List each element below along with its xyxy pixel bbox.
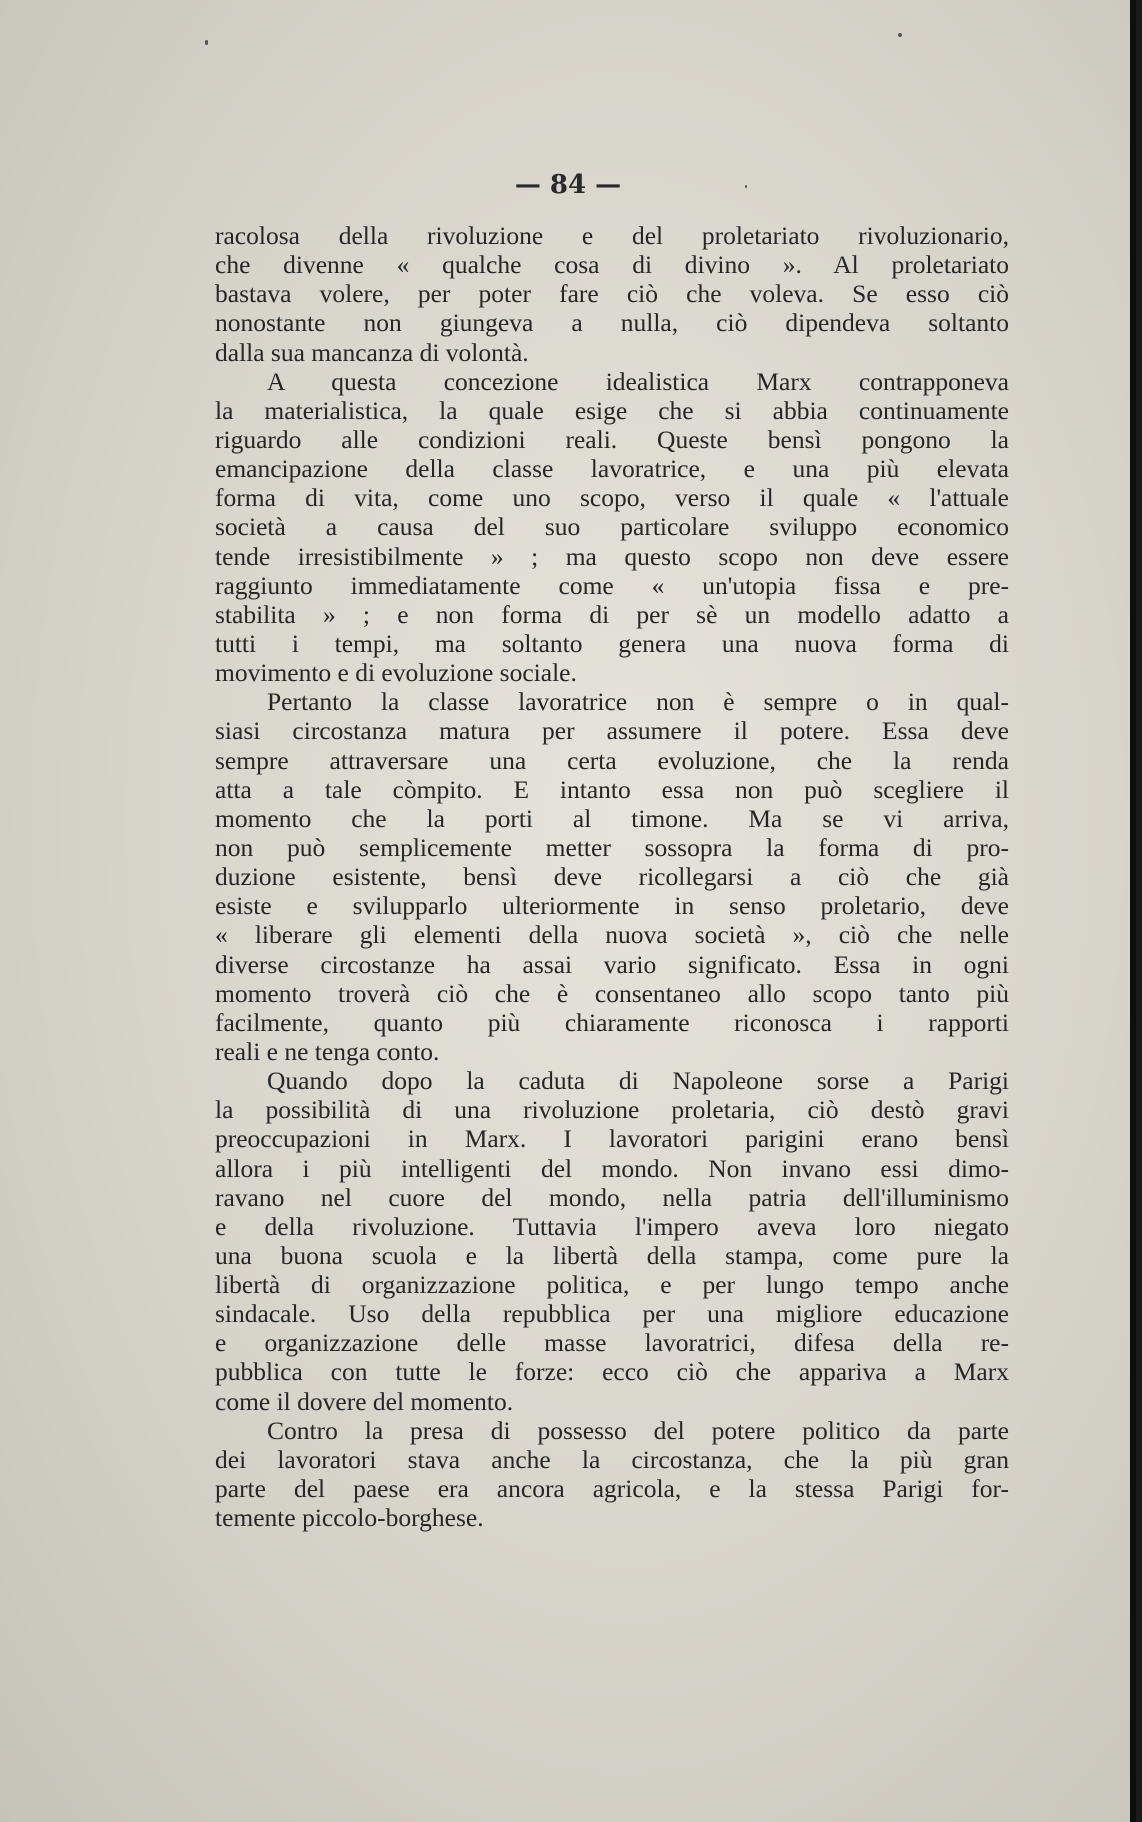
text-line: emancipazione della classe lavoratrice, e una più elevata	[215, 454, 1009, 484]
text-line: riguardo alle condizioni reali. Queste bensì pongono la	[215, 424, 1009, 454]
text-line: A questa concezione idealistica Marx contrapponeva	[267, 366, 1009, 396]
text-line: Pertanto la classe lavoratrice non è sempre o in qual-	[267, 687, 1009, 717]
text-line: facilmente, quanto più chiaramente riconosca i rapporti	[215, 1007, 1009, 1037]
text-line: parte del paese era ancora agricola, e la stessa Parigi for-	[215, 1474, 1009, 1504]
text-line: non può semplicemente metter sossopra la forma di pro-	[215, 832, 1009, 862]
text-line: società a causa del suo particolare sviluppo economico	[215, 512, 1009, 542]
text-line: sindacale. Uso della repubblica per una migliore educazione	[215, 1299, 1009, 1329]
text-line: forma di vita, come uno scopo, verso il quale « l'attuale	[215, 483, 1009, 513]
text-line: duzione esistente, bensì deve ricollegarsi a ciò che già	[215, 862, 1009, 892]
text-line: dalla sua mancanza di volontà.	[215, 337, 529, 367]
text-line: la possibilità di una rivoluzione proletaria, ciò destò gravi	[215, 1095, 1009, 1125]
text-line: libertà di organizzazione politica, e per lungo tempo anche	[215, 1270, 1009, 1300]
text-line: momento che la porti al timone. Ma se vi arriva,	[215, 803, 1009, 833]
body-text	[215, 221, 1009, 1532]
text-line: sempre attraversare una certa evoluzione, che la renda	[215, 745, 1009, 775]
text-line: preoccupazioni in Marx. I lavoratori parigini erano bensì	[215, 1124, 1009, 1154]
text-line: siasi circostanza matura per assumere il potere. Essa deve	[215, 716, 1009, 746]
paper-speck	[205, 40, 208, 45]
text-line: e organizzazione delle masse lavoratrici, difesa della re-	[215, 1328, 1009, 1358]
text-line: che divenne « qualche cosa di divino ». Al proletariato	[215, 250, 1009, 280]
scan-edge	[1130, 0, 1136, 1822]
text-line: esiste e svilupparlo ulteriormente in senso proletario, deve	[215, 891, 1009, 921]
text-line: allora i più intelligenti del mondo. Non invano essi dimo-	[215, 1153, 1009, 1183]
text-line: temente piccolo-borghese.	[215, 1503, 484, 1533]
text-line: reali e ne tenga conto.	[215, 1036, 440, 1066]
text-line: dei lavoratori stava anche la circostanza, che la più gran	[215, 1444, 1009, 1474]
text-line: tutti i tempi, ma soltanto genera una nuova forma di	[215, 628, 1009, 658]
text-line: ravano nel cuore del mondo, nella patria dell'illuminismo	[215, 1182, 1009, 1212]
text-line: la materialistica, la quale esige che si abbia continuamente	[215, 395, 1009, 425]
text-line: Quando dopo la caduta di Napoleone sorse a Parigi	[267, 1066, 1009, 1096]
text-line: movimento e di evoluzione sociale.	[215, 658, 577, 688]
page-number: — 84 —	[514, 170, 622, 200]
text-line: raggiunto immediatamente come « un'utopia fissa e pre-	[215, 570, 1009, 600]
text-line: e della rivoluzione. Tuttavia l'impero aveva loro niegato	[215, 1211, 1009, 1241]
text-line: pubblica con tutte le forze: ecco ciò che appariva a Marx	[215, 1357, 1009, 1387]
text-line: stabilita » ; e non forma di per sè un modello adatto a	[215, 599, 1009, 629]
text-line: momento troverà ciò che è consentaneo allo scopo tanto più	[215, 978, 1009, 1008]
text-line: atta a tale còmpito. E intanto essa non può scegliere il	[215, 774, 1009, 804]
text-line: « liberare gli elementi della nuova società », ciò che nelle	[215, 920, 1009, 950]
paper-speck	[898, 33, 902, 37]
text-line: tende irresistibilmente » ; ma questo scopo non deve essere	[215, 541, 1009, 571]
text-line: nonostante non giungeva a nulla, ciò dipendeva soltanto	[215, 308, 1009, 338]
text-line: Contro la presa di possesso del potere politico da parte	[267, 1415, 1009, 1445]
text-line: diverse circostanze ha assai vario significato. Essa in ogni	[215, 949, 1009, 979]
text-line: racolosa della rivoluzione e del proletariato rivoluzionario,	[215, 221, 1009, 250]
text-line: bastava volere, per poter fare ciò che voleva. Se esso ciò	[215, 279, 1009, 309]
text-line: una buona scuola e la libertà della stampa, come pure la	[215, 1240, 1009, 1270]
text-line: come il dovere del momento.	[215, 1386, 514, 1416]
